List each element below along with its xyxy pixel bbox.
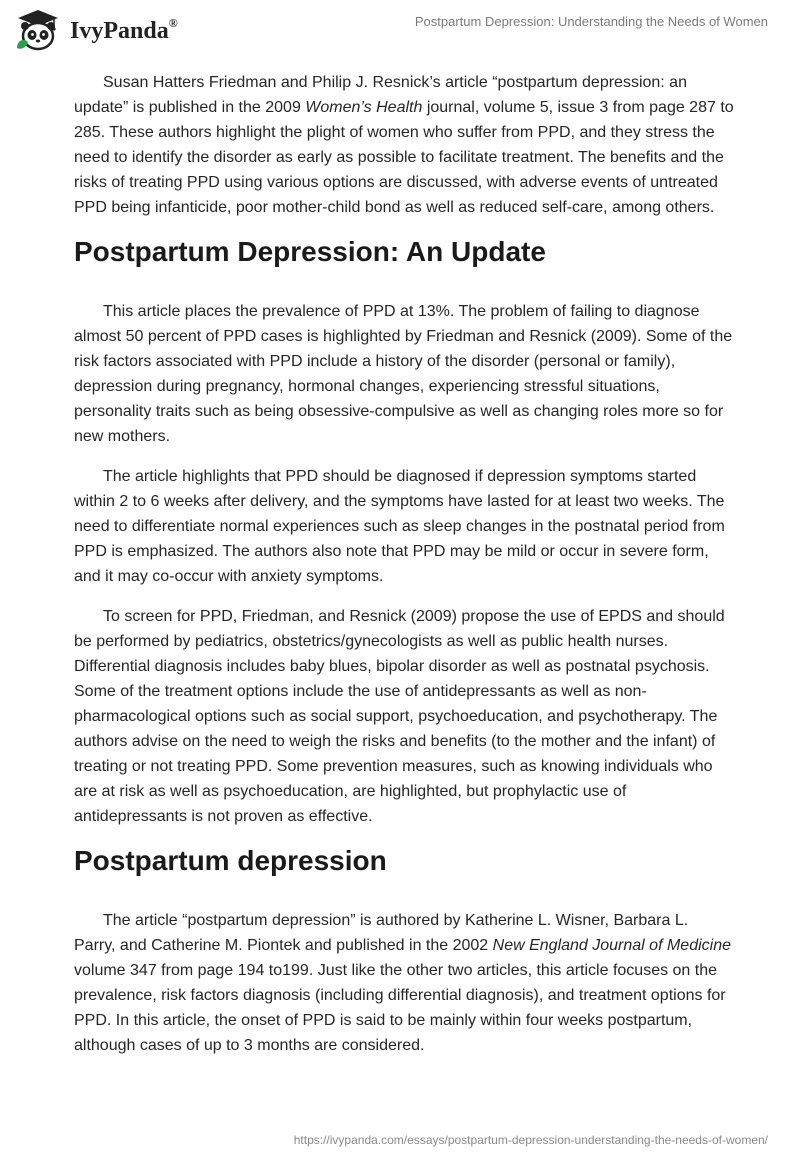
paragraph-screening: To screen for PPD, Friedman, and Resnick (2009) propose the use of EPDS and should be performed by pediatrics, obstetrics/gynecologists as well as public health nurses. Differential diagnosis includes baby blues, bipolar disorder as well as postnatal psychosis. Some of the treatment options include the use of antidepressants as well as non-pharmacological options such as social support, psychoeducation, and psychotherapy. The authors advise on the need to weigh the risks and benefits (to the mother and the infant) of treating or not treating PPD. Some prevention measures, such as knowing individuals who are at risk as well as psychoeducation, are highlighted, but prophylactic use of antidepressants is not proven as effective. — [74, 608, 725, 825]
ivypanda-logo[interactable] — [14, 8, 178, 54]
section-heading-postpartum-depression: Postpartum depression — [74, 845, 387, 876]
journal-title: New England Journal of Medicine — [492, 937, 731, 954]
paragraph-intro: Susan Hatters Friedman and Philip J. Resnick’s article “postpartum depression: an update” is published in the 2009 Women’s Health journal, volume 5, issue 3 from page 287 to 285. These authors highlight the plight of women who suffer from PPD, and they stress the need to identify the disorder as early as possible to facilitate treatment. The benefits and the risks of treating PPD using various options are discussed, with adverse events of untreated PPD being infanticide, poor mother-child bond as well as reduced self-care, among others. — [74, 74, 734, 216]
journal-title: Women’s Health — [305, 99, 423, 116]
running-title: Postpartum Depression: Understanding the Needs of Women — [414, 14, 768, 29]
page-header — [0, 0, 800, 60]
panda-graduate-icon — [14, 8, 62, 54]
section-heading-update: Postpartum Depression: An Update — [74, 236, 546, 267]
registered-mark: ® — [168, 15, 178, 30]
paragraph-wisner: The article “postpartum depression” is authored by Katherine L. Wisner, Barbara L. Parry, and Catherine M. Piontek and published in the 2002 New England Journal of Medicine volume 347 from page 194 to199. Just like the other two articles, this article focuses on the prevalence, risk factors diagnosis (including differential diagnosis), and treatment options for PPD. In this article, the onset of PPD is said to be mainly within four weeks postpartum, although cases of up to 3 months are considered. — [74, 912, 731, 1054]
source-url-link[interactable]: https://ivypanda.com/essays/postpartum-depression-understanding-the-needs-of-women/ — [293, 1133, 768, 1147]
essay-content — [74, 70, 734, 1073]
paragraph-diagnosis: The article highlights that PPD should be diagnosed if depression symptoms started within 2 to 6 weeks after delivery, and the symptoms have lasted for at least two weeks. The need to differentiate normal experiences such as sleep changes in the postnatal period from PPD is emphasized. The authors also note that PPD may be mild or occur in severe form, and it may co-occur with anxiety symptoms. — [74, 468, 725, 585]
logo-wordmark: IvyPanda® — [70, 15, 178, 44]
paragraph-prevalence: This article places the prevalence of PPD at 13%. The problem of failing to diagnose almost 50 percent of PPD cases is highlighted by Friedman and Resnick (2009). Some of the risk factors associated with PPD include a history of the disorder (personal or family), depression during pregnancy, hormonal changes, experiencing stressful situations, personality traits such as being obsessive-compulsive as well as changing roles more so for new mothers. — [74, 303, 733, 445]
